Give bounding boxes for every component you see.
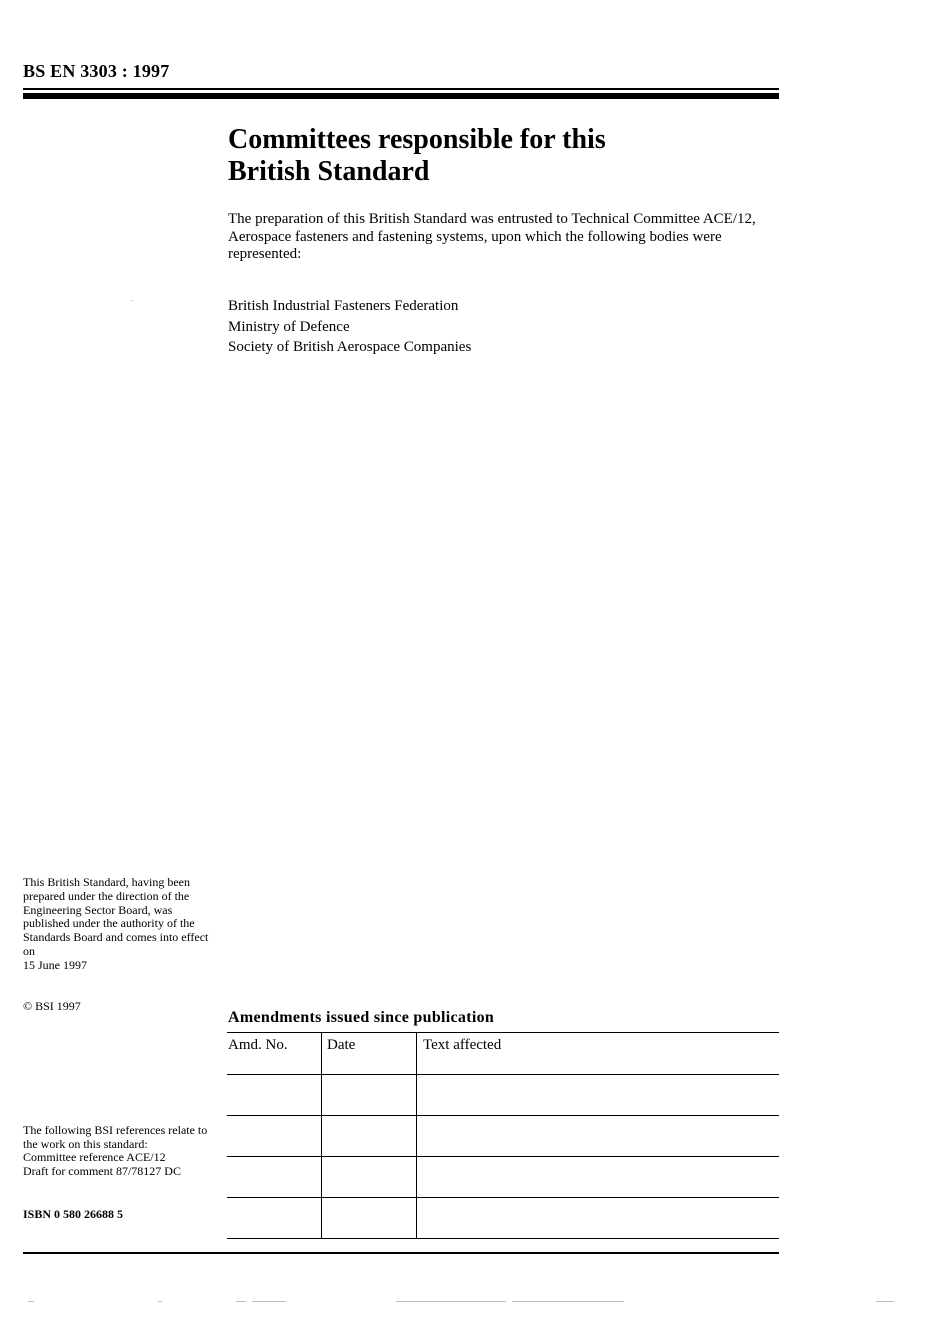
footer-rule	[23, 1252, 779, 1254]
table-cell	[417, 1198, 780, 1239]
table-cell	[322, 1157, 417, 1198]
isbn: ISBN 0 580 26688 5	[23, 1207, 124, 1221]
page-title-line-1: Committees responsible for this	[228, 124, 606, 155]
scan-mark	[512, 1301, 624, 1302]
table-cell	[227, 1198, 322, 1239]
column-header-text-affected: Text affected	[417, 1033, 780, 1075]
amendments-table	[227, 1032, 779, 1239]
list-item: British Industrial Fasteners Federation	[228, 298, 459, 314]
scan-mark	[158, 1301, 162, 1302]
column-header-date: Date	[322, 1033, 417, 1075]
scan-mark	[876, 1301, 894, 1302]
intro-paragraph: The preparation of this British Standard was entrusted to Technical Committee ACE/12, Aerospace fasteners and fastening systems, upon which the following bodies were represented:	[228, 211, 756, 262]
scan-mark	[252, 1301, 286, 1302]
table-cell	[227, 1075, 322, 1116]
publication-note-text: This British Standard, having been prepared under the direction of the Engineering Sector Board, was published under the authority of the Standards Board and comes into effect on	[23, 875, 209, 958]
table-row	[227, 1157, 779, 1198]
header-rule-thin	[23, 88, 779, 90]
scan-artifacts	[0, 1298, 950, 1306]
scan-speck	[131, 300, 133, 301]
page-title	[228, 124, 768, 188]
draft-reference: Draft for comment 87/78127 DC	[23, 1163, 181, 1178]
publication-note	[23, 876, 213, 973]
scan-mark	[236, 1301, 246, 1302]
effective-date: 15 June 1997	[23, 957, 87, 972]
copyright-notice: © BSI 1997	[23, 999, 81, 1013]
bsi-references-intro: The following BSI references relate to the work on this standard:	[23, 1123, 208, 1151]
table-cell	[417, 1157, 780, 1198]
table-cell	[322, 1116, 417, 1157]
table-cell	[417, 1116, 780, 1157]
column-header-amd-no: Amd. No.	[227, 1033, 322, 1075]
bsi-references	[23, 1124, 213, 1178]
table-row	[227, 1075, 779, 1116]
represented-bodies-list	[228, 296, 768, 358]
list-item: Society of British Aerospace Companies	[228, 339, 472, 355]
table-cell	[322, 1198, 417, 1239]
table-cell	[322, 1075, 417, 1116]
list-item: Ministry of Defence	[228, 318, 350, 335]
table-header-row	[227, 1033, 779, 1075]
scan-mark	[396, 1301, 506, 1302]
header-rule-thick	[23, 93, 779, 99]
committee-reference: Committee reference ACE/12	[23, 1150, 166, 1165]
amendments-title: Amendments issued since publication	[228, 1009, 495, 1026]
table-cell	[417, 1075, 780, 1116]
table-cell	[227, 1157, 322, 1198]
table-row	[227, 1198, 779, 1239]
scan-mark	[28, 1301, 34, 1302]
page-title-line-2: British Standard	[228, 156, 430, 187]
standard-id: BS EN 3303 : 1997	[23, 61, 170, 81]
table-cell	[227, 1116, 322, 1157]
table-row	[227, 1116, 779, 1157]
